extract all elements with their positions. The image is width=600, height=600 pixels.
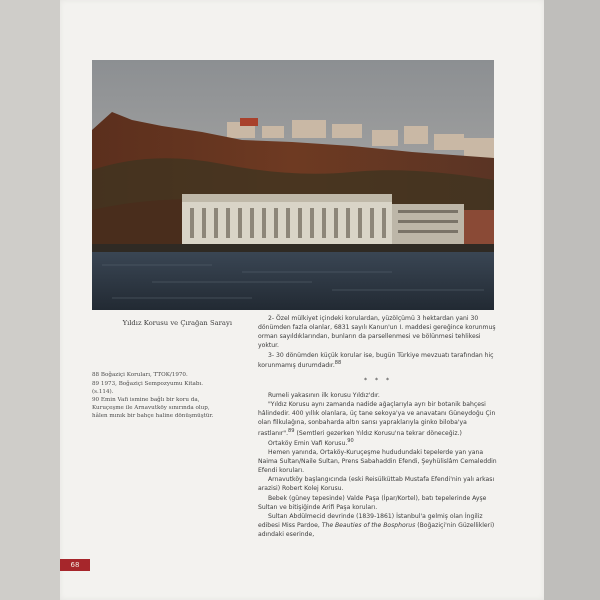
paragraph: "Yıldız Korusu aynı zamanda nadide ağaçlarıyla ayrı bir botanik bahçesi hâlindedir. 400 yıllık olanlara, üç tane sekoya'ya ve anavatanı Güneydoğu Çin olan filkulağına, sonbaharda altın sarısı yapraklarıyla ginko biloba'ya rastlanır".$^{89}$ (Semtleri gezerken Yıldız Korusu'na tekrar döneceğiz.) <box>258 401 496 437</box>
palace-photo <box>92 60 494 310</box>
footnote-ref: 90 <box>347 437 354 444</box>
paragraph: Rumeli yakasının ilk korusu Yıldız'dır. <box>268 392 380 400</box>
paragraph: Ortaköy Emin Vafi Korusu.$^{90}$ <box>268 437 354 447</box>
footnote: 88 Boğaziçi Koruları, TTOK/1970. <box>92 372 188 378</box>
paragraph: Hemen yanında, Ortaköy-Kuruçeşme hududundaki tepelerde yan yana Naima Sultan/Naile Sultan, Prens Sabahaddin Efendi, Şeyhülislâm Cemaleddin Efendi koruları. <box>258 448 497 475</box>
main-text <box>258 314 498 539</box>
footnote-ref: 89 <box>288 427 295 434</box>
footnote: 89 1973, Boğaziçi Sempozyumu Kitabı. (s.114). <box>92 380 204 395</box>
paragraph: 2- Özel mülkiyet içindeki korulardan, yüzölçümü 3 hektardan yani 30 dönümden fazla olanlar, 6831 sayılı Kanun'un I. maddesi gereğince korunmuş orman sayıldıklarından, bunların da parsellenmesi ve bölünmesi tehlikesi yoktur. <box>258 315 496 350</box>
paragraph: Sultan Abdülmecid devrinde (1839-1861) İstanbul'a gelmiş olan İngiliz edibesi Miss Pardoe, The Beauties of the Bosphorus (Boğaziçi'nin Güzellikleri) adındaki eserinde, <box>258 512 495 539</box>
paragraph: Arnavutköy başlangıcında (eski Reisülküttab Mustafa Efendi'nin yalı arkası arazisi) Robert Kolej Korusu. <box>258 476 495 493</box>
book-gutter-left <box>0 0 60 600</box>
book-title: The Beauties of the Bosphorus <box>321 522 416 530</box>
paragraph: 3- 30 dönümden küçük korular ise, bugün Türkiye mevzuatı tarafından hiç korunmamış durumdadır.$^{88}$ <box>258 351 494 369</box>
footnote-ref: 88 <box>334 359 342 366</box>
footnotes <box>92 372 224 422</box>
paragraph: Bebek (güney tepesinde) Valde Paşa (İpar/Kortel), batı tepelerinde Ayşe Sultan ve bitişiğinde Arifi Paşa koruları. <box>258 494 487 511</box>
book-gutter-right <box>544 0 600 600</box>
section-divider: * * * <box>363 376 392 384</box>
photo-caption: Yıldız Korusu ve Çırağan Sarayı <box>122 319 232 327</box>
footnote: 90 Emin Vafi ismine bağlı bir koru da, Kuruçeşme ile Arnavutköy sınırında olup, hâlen mınık bir bahçe haline dönüşmüştür. <box>92 397 214 420</box>
page-number: 68 <box>60 559 90 571</box>
